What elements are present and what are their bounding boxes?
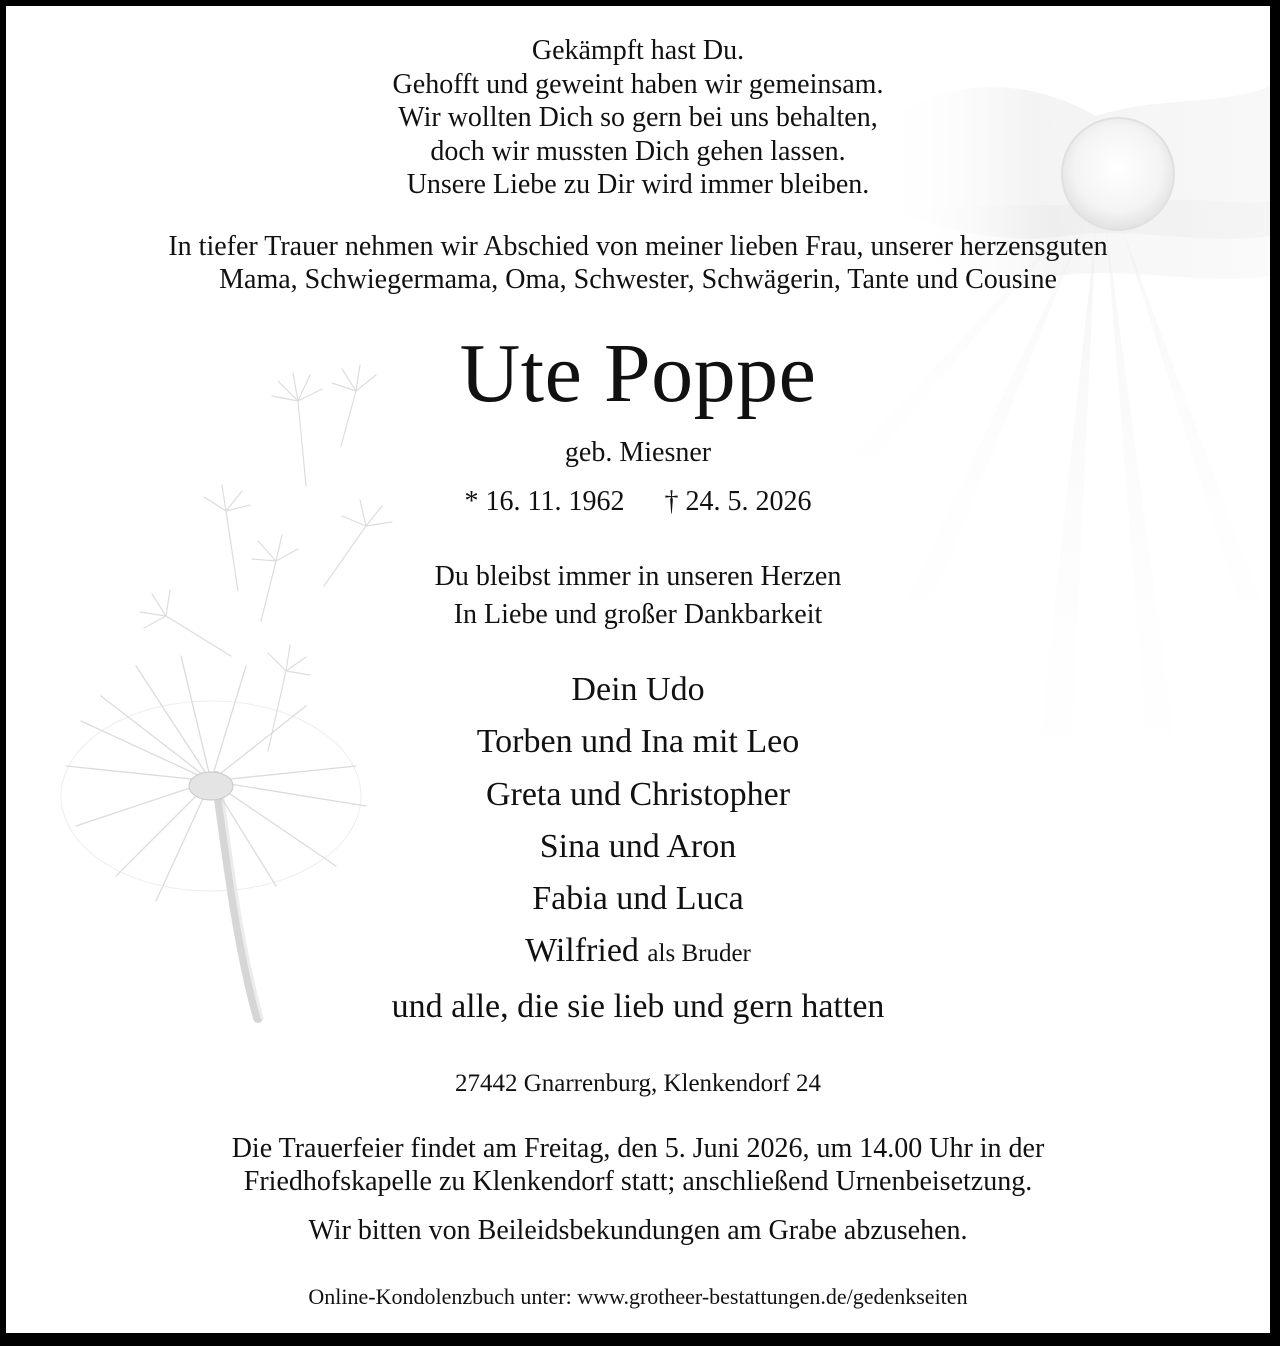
poem-line: Gehofft und geweint haben wir gemeinsam. <box>392 68 884 100</box>
mourner: Sina und Aron <box>539 827 737 865</box>
address: 27442 Gnarrenburg, Klenkendorf 24 <box>454 1070 822 1097</box>
mourner-brother <box>6 925 1270 980</box>
motto-line: Du bleibst immer in unseren Herzen <box>434 561 842 592</box>
intro-text <box>6 230 1270 296</box>
intro-line: Mama, Schwiegermama, Oma, Schwester, Schwägerin, Tante und Cousine <box>219 264 1057 295</box>
life-dates <box>6 484 1270 520</box>
poem-line: doch wir mussten Dich gehen lassen. <box>430 135 846 167</box>
brother-name: Wilfried <box>525 932 639 970</box>
condolence-request: Wir bitten von Beileidsbekundungen am Grabe abzusehen. <box>308 1215 968 1246</box>
service-line: Die Trauerfeier findet am Freitag, den 5. Juni 2026, um 14.00 Uhr in der <box>231 1133 1045 1164</box>
poem <box>6 34 1270 202</box>
maiden-name: geb. Miesner <box>564 437 712 468</box>
obituary-notice <box>6 6 1270 1333</box>
intro-line: In tiefer Trauer nehmen wir Abschied von meiner lieben Frau, unserer herzensguten <box>168 231 1108 262</box>
mourner: Fabia und Luca <box>532 880 744 918</box>
mourners-list <box>6 664 1270 1033</box>
online-condolence-link: Online-Kondolenzbuch unter: www.grotheer-bestattungen.de/gedenkseiten <box>308 1284 968 1309</box>
motto-line: In Liebe und großer Dankbarkeit <box>453 599 823 630</box>
deceased-name: Ute Poppe <box>459 327 817 420</box>
mourner: Dein Udo <box>571 671 705 708</box>
birth-date: * 16. 11. 1962 <box>464 486 625 517</box>
poem-line: Gekämpft hast Du. <box>531 35 745 66</box>
mourner: Torben und Ina mit Leo <box>476 723 800 761</box>
service-line: Friedhofskapelle zu Klenkendorf statt; anschließend Urnenbeisetzung. <box>243 1166 1033 1197</box>
poem-line: Wir wollten Dich so gern bei uns behalten, <box>398 102 878 133</box>
funeral-service-info <box>6 1132 1270 1198</box>
brother-relation: als Bruder <box>647 940 751 968</box>
death-date: † 24. 5. 2026 <box>664 486 812 517</box>
mourner: Greta und Christopher <box>485 775 791 813</box>
motto <box>6 558 1270 634</box>
poem-line: Unsere Liebe zu Dir wird immer bleiben. <box>406 169 870 200</box>
mourners-closing: und alle, die sie lieb und gern hatten <box>391 987 885 1025</box>
